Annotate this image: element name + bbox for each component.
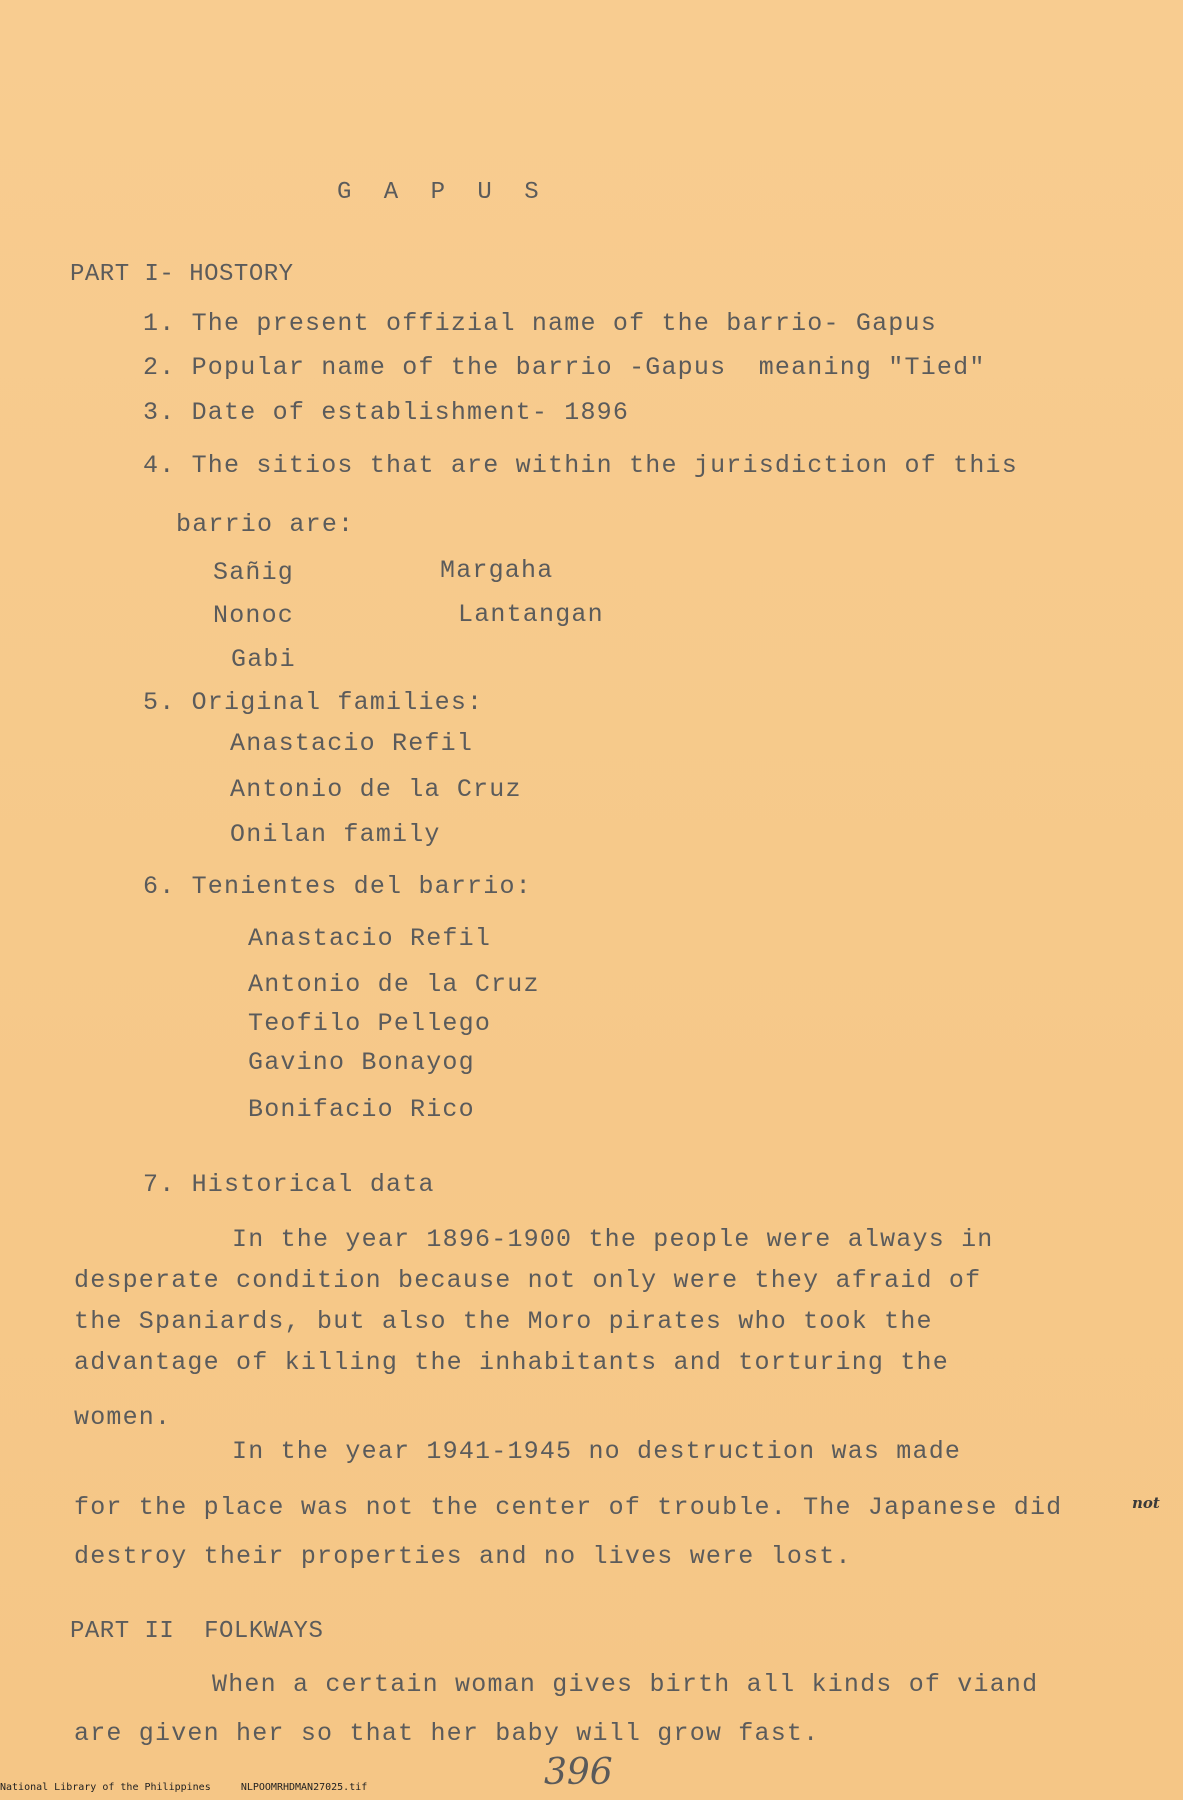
history-line-3: the Spaniards, but also the Moro pirates who took the [74, 1307, 933, 1336]
item-4-line1: 4. The sitios that are within the jurisdiction of this [143, 451, 1018, 480]
teniente-2: Antonio de la Cruz [248, 970, 540, 999]
folkways-line-2: are given her so that her baby will grow fast. [74, 1719, 820, 1748]
sitio-gabi: Gabi [231, 645, 296, 674]
page-number: 396 [544, 1752, 613, 1793]
item-2: 2. Popular name of the barrio -Gapus meaning "Tied" [143, 353, 986, 382]
history-line-7: for the place was not the center of trouble. The Japanese did [74, 1493, 1063, 1522]
teniente-5: Bonifacio Rico [248, 1095, 475, 1124]
document-title: G A P U S [337, 179, 548, 206]
family-2: Antonio de la Cruz [230, 775, 522, 804]
history-line-5: women. [74, 1403, 172, 1432]
item-6: 6. Tenientes del barrio: [143, 872, 532, 901]
teniente-4: Gavino Bonayog [248, 1048, 475, 1077]
part1-heading: PART I- HOSTORY [70, 261, 294, 288]
item-7: 7. Historical data [143, 1170, 435, 1199]
item-3: 3. Date of establishment- 1896 [143, 398, 630, 427]
handwritten-not: not [1132, 1494, 1160, 1512]
item-4-line2: barrio are: [176, 510, 355, 539]
history-line-6: In the year 1941-1945 no destruction was made [232, 1437, 962, 1466]
family-1: Anastacio Refil [230, 729, 474, 758]
sitio-lantangan: Lantangan [458, 600, 604, 629]
history-line-2: desperate condition because not only were they afraid of [74, 1266, 982, 1295]
history-line-4: advantage of killing the inhabitants and torturing the [74, 1348, 949, 1377]
scan-footer: National Library of the Philippines NLPOOMRHDMAN27025.tif [0, 1782, 368, 1793]
item-5: 5. Original families: [143, 688, 484, 717]
history-line-8: destroy their properties and no lives were lost. [74, 1542, 852, 1571]
sitio-nonoc: Nonoc [213, 601, 295, 630]
part2-heading: PART II FOLKWAYS [70, 1618, 324, 1645]
sitio-sanig: Sañig [213, 558, 295, 587]
sitio-margaha: Margaha [440, 556, 554, 585]
teniente-3: Teofilo Pellego [248, 1009, 492, 1038]
family-3: Onilan family [230, 820, 441, 849]
item-1: 1. The present offizial name of the barrio- Gapus [143, 309, 937, 338]
folkways-line-1: When a certain woman gives birth all kinds of viand [212, 1670, 1039, 1699]
teniente-1: Anastacio Refil [248, 924, 492, 953]
history-line-1: In the year 1896-1900 the people were always in [232, 1225, 994, 1254]
